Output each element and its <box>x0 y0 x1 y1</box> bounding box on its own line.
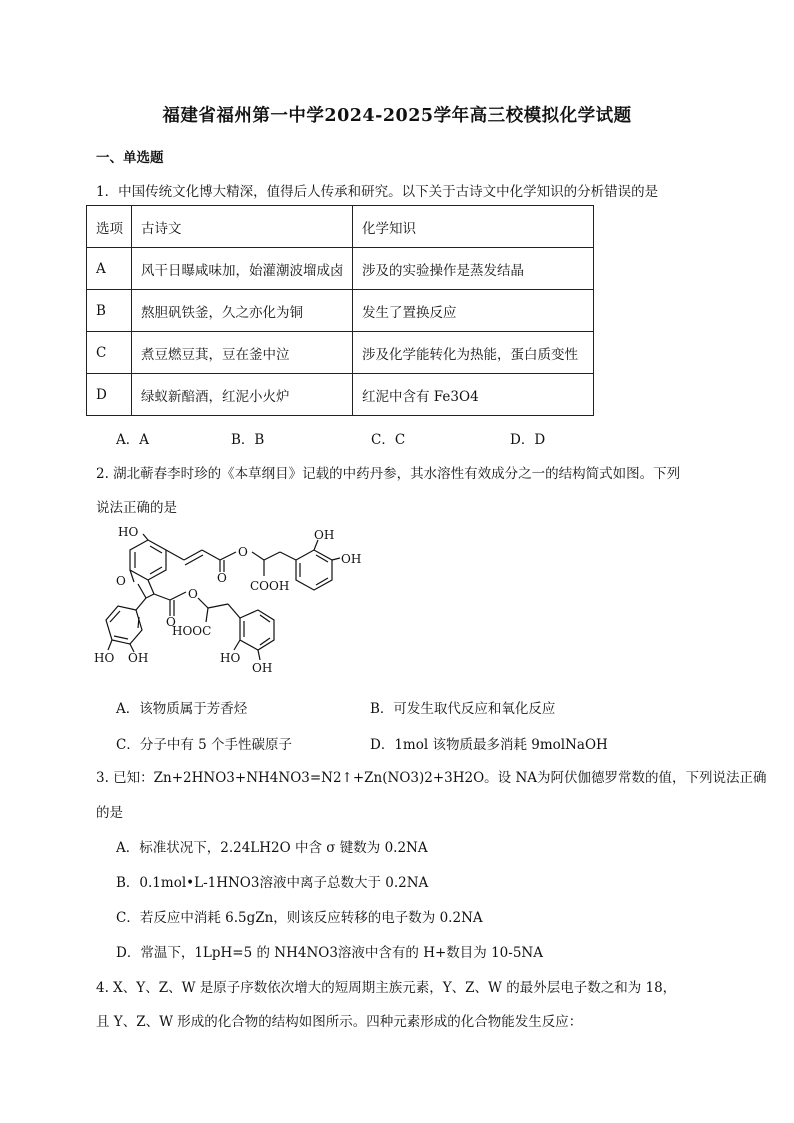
q2-option-a[interactable]: A．该物质属于芳香烃 <box>116 701 248 717</box>
table-row <box>87 290 594 332</box>
table-header-cell: 化学知识 <box>353 206 594 248</box>
q3-option-c[interactable]: C．若反应中消耗 6.5gZn，则该反应转移的电子数为 0.2NA <box>116 910 483 926</box>
ho-label: HO <box>220 651 241 665</box>
ester-oxygen-label: O <box>166 615 176 629</box>
table-cell: 熬胆矾铁釜，久之亦化为铜 <box>132 290 353 332</box>
table-header-cell: 古诗文 <box>132 206 353 248</box>
q1-stem: 1．中国传统文化博大精深，值得后人传承和研究。以下关于古诗文中化学知识的分析错误的是 <box>96 184 659 200</box>
ester-oxygen-label: O <box>217 571 227 585</box>
q2-stem-line1: 2. 湖北蕲春李时珍的《本草纲目》记载的中药丹参，其水溶性有效成分之一的结构简式如图。下列 <box>96 466 681 482</box>
page-title: 福建省福州第一中学2024-2025学年高三校模拟化学试题 <box>162 106 632 126</box>
hooc-label: HOOC <box>172 624 212 638</box>
q4-stem-line2: 且 Y、Z、W 形成的化合物的结构如图所示。四种元素形成的化合物能发生反应： <box>96 1014 583 1030</box>
q2-structure-diagram <box>88 522 378 687</box>
q3-option-b[interactable]: B．0.1mol•L-1HNO3溶液中离子总数大于 0.2NA <box>116 875 429 891</box>
table-cell: 涉及的实验操作是蒸发结晶 <box>353 248 594 290</box>
q3-option-d[interactable]: D．常温下，1LpH=5 的 NH4NO3溶液中含有的 H+数目为 10-5NA <box>116 945 543 961</box>
table-cell: C <box>87 332 132 374</box>
table-cell: B <box>87 290 132 332</box>
table-cell: 风干日曝咸味加，始灌潮波塯成卤 <box>132 248 353 290</box>
q1-table <box>86 205 594 416</box>
q3-option-a[interactable]: A．标准状况下，2.24LH2O 中含 σ 键数为 0.2NA <box>116 840 428 856</box>
table-row <box>87 332 594 374</box>
q1-option-a[interactable]: A．A <box>116 432 149 448</box>
ester-oxygen-label: O <box>188 587 198 601</box>
table-row <box>87 248 594 290</box>
table-row <box>87 374 594 416</box>
q1-option-c[interactable]: C．C <box>371 432 406 448</box>
table-cell: 发生了置换反应 <box>353 290 594 332</box>
ester-oxygen-label: O <box>238 545 248 559</box>
q2-option-b[interactable]: B．可发生取代反应和氧化反应 <box>370 701 556 717</box>
ho-label: HO <box>118 525 139 539</box>
q3-stem-line2: 的是 <box>96 805 123 821</box>
table-cell: 涉及化学能转化为热能，蛋白质变性 <box>353 332 594 374</box>
table-header-row <box>87 206 594 248</box>
cooh-label: COOH <box>250 579 290 593</box>
table-cell: D <box>87 374 132 416</box>
oh-label: OH <box>314 528 335 542</box>
q4-stem-line1: 4. X、Y、Z、W 是原子序数依次增大的短周期主族元素，Y、Z、W 的最外层电子数之和为 18， <box>96 980 677 996</box>
oh-label: OH <box>128 651 149 665</box>
ring-oxygen-label: O <box>116 574 126 588</box>
section-heading: 一、单选题 <box>96 150 164 166</box>
table-cell: 红泥中含有 Fe3O4 <box>353 374 594 416</box>
q1-option-b[interactable]: B．B <box>231 432 265 448</box>
oh-label: OH <box>252 661 273 675</box>
table-header-cell: 选项 <box>87 206 132 248</box>
q3-stem-line1: 3. 已知：Zn+2HNO3+NH4NO3=N2↑+Zn(NO3)2+3H2O。设 NA为阿伏伽德罗常数的值，下列说法正确 <box>96 770 767 786</box>
oh-label: OH <box>341 552 362 566</box>
table-cell: 绿蚁新醅酒，红泥小火炉 <box>132 374 353 416</box>
q2-option-d[interactable]: D．1mol 该物质最多消耗 9molNaOH <box>370 737 608 753</box>
ho-label: HO <box>94 651 115 665</box>
table-cell: A <box>87 248 132 290</box>
q1-option-d[interactable]: D．D <box>510 432 546 448</box>
q2-option-c[interactable]: C．分子中有 5 个手性碳原子 <box>116 737 293 753</box>
table-cell: 煮豆燃豆萁，豆在釜中泣 <box>132 332 353 374</box>
q2-stem-line2: 说法正确的是 <box>96 500 177 516</box>
